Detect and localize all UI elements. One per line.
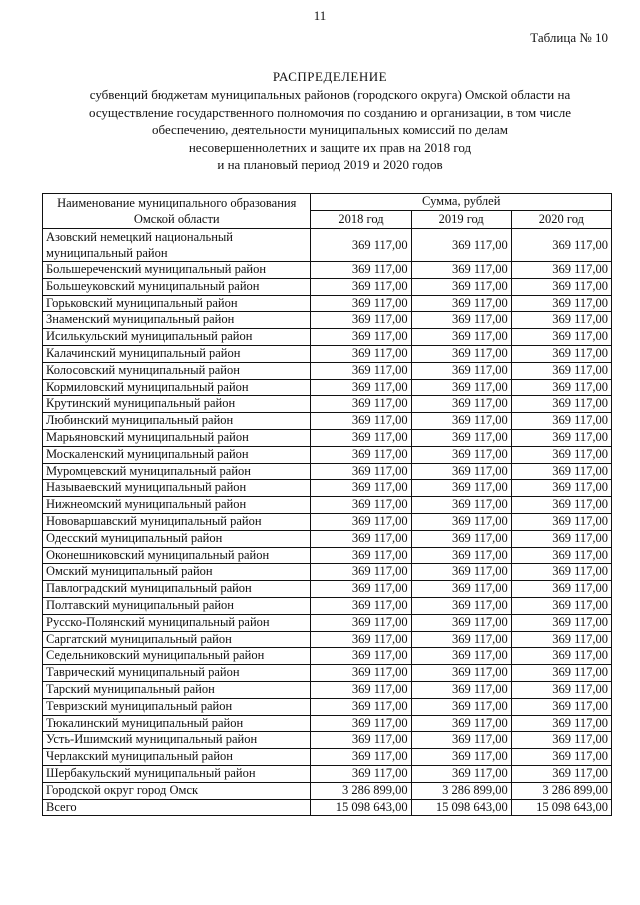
table-row — [43, 362, 612, 379]
amount-2019: 369 117,00 — [411, 278, 511, 295]
header-year-2020: 2020 год — [511, 210, 611, 228]
municipality-name: Большереченский муниципальный район — [43, 262, 311, 279]
municipality-name: Саргатский муниципальный район — [43, 631, 311, 648]
table-row — [43, 513, 612, 530]
amount-2020: 369 117,00 — [511, 229, 611, 262]
amount-2018: 369 117,00 — [311, 362, 411, 379]
amount-2020: 369 117,00 — [511, 362, 611, 379]
table-row — [43, 463, 612, 480]
amount-2020: 369 117,00 — [511, 631, 611, 648]
amount-2019: 369 117,00 — [411, 698, 511, 715]
table-row — [43, 564, 612, 581]
table-row — [43, 379, 612, 396]
amount-2019: 369 117,00 — [411, 648, 511, 665]
table-row — [43, 732, 612, 749]
table-row — [43, 782, 612, 799]
table-row — [43, 749, 612, 766]
municipality-name: Таврический муниципальный район — [43, 665, 311, 682]
amount-2020: 369 117,00 — [511, 698, 611, 715]
amount-2020: 369 117,00 — [511, 648, 611, 665]
table-row — [43, 396, 612, 413]
amount-2018: 369 117,00 — [311, 597, 411, 614]
amount-2020: 369 117,00 — [511, 749, 611, 766]
municipality-name: Одесский муниципальный район — [43, 530, 311, 547]
amount-2018: 369 117,00 — [311, 262, 411, 279]
amount-2019: 369 117,00 — [411, 681, 511, 698]
page-number: 11 — [313, 8, 327, 23]
table-row — [43, 597, 612, 614]
document-title: РАСПРЕДЕЛЕНИЕ — [272, 69, 388, 84]
amount-2020: 369 117,00 — [511, 513, 611, 530]
amount-2019: 369 117,00 — [411, 530, 511, 547]
amount-2018: 369 117,00 — [311, 564, 411, 581]
municipality-name: Полтавский муниципальный район — [43, 597, 311, 614]
amount-2019: 369 117,00 — [411, 581, 511, 598]
amount-2019: 369 117,00 — [411, 732, 511, 749]
amount-2020: 369 117,00 — [511, 463, 611, 480]
amount-2019: 369 117,00 — [411, 614, 511, 631]
municipality-name: Оконешниковский муниципальный район — [43, 547, 311, 564]
amount-2019: 369 117,00 — [411, 715, 511, 732]
municipality-name: Тюкалинский муниципальный район — [43, 715, 311, 732]
municipality-name: Павлоградский муниципальный район — [43, 581, 311, 598]
amount-2018: 369 117,00 — [311, 345, 411, 362]
amount-2019: 369 117,00 — [411, 631, 511, 648]
amount-2018: 369 117,00 — [311, 614, 411, 631]
amount-2019: 369 117,00 — [411, 547, 511, 564]
amount-2020: 369 117,00 — [511, 396, 611, 413]
header-municipality: Наименование муниципального образования Омской области — [43, 194, 311, 229]
amount-2020: 369 117,00 — [511, 497, 611, 514]
amount-2020: 369 117,00 — [511, 564, 611, 581]
table-label: Таблица № 10 — [530, 30, 608, 45]
amount-2018: 369 117,00 — [311, 295, 411, 312]
municipality-name: Азовский немецкий национальный муниципальный район — [43, 229, 311, 262]
table-row — [43, 262, 612, 279]
table-body — [43, 229, 612, 816]
amount-2019: 3 286 899,00 — [411, 782, 511, 799]
table-row — [43, 413, 612, 430]
table-row — [43, 715, 612, 732]
amount-2019: 369 117,00 — [411, 765, 511, 782]
amount-2018: 369 117,00 — [311, 229, 411, 262]
amount-2018: 369 117,00 — [311, 765, 411, 782]
table-row — [43, 765, 612, 782]
municipality-name: Колосовский муниципальный район — [43, 362, 311, 379]
municipality-name: Большеуковский муниципальный район — [43, 278, 311, 295]
amount-2019: 369 117,00 — [411, 295, 511, 312]
amount-2018: 15 098 643,00 — [311, 799, 411, 816]
table-row — [43, 648, 612, 665]
document-heading — [40, 68, 620, 174]
amount-2018: 369 117,00 — [311, 497, 411, 514]
amount-2018: 369 117,00 — [311, 379, 411, 396]
header-year-2018: 2018 год — [311, 210, 411, 228]
amount-2018: 369 117,00 — [311, 463, 411, 480]
table-row — [43, 278, 612, 295]
municipality-name: Русско-Полянский муниципальный район — [43, 614, 311, 631]
amount-2019: 369 117,00 — [411, 463, 511, 480]
amount-2018: 369 117,00 — [311, 413, 411, 430]
amount-2018: 369 117,00 — [311, 581, 411, 598]
municipality-name: Нововаршавский муниципальный район — [43, 513, 311, 530]
amount-2019: 369 117,00 — [411, 379, 511, 396]
amount-2019: 369 117,00 — [411, 229, 511, 262]
amount-2019: 369 117,00 — [411, 396, 511, 413]
amount-2018: 369 117,00 — [311, 698, 411, 715]
table-row — [43, 229, 612, 262]
table-row — [43, 295, 612, 312]
amount-2018: 369 117,00 — [311, 681, 411, 698]
amount-2018: 369 117,00 — [311, 396, 411, 413]
table-row — [43, 799, 612, 816]
amount-2020: 369 117,00 — [511, 329, 611, 346]
municipality-name: Всего — [43, 799, 311, 816]
amount-2020: 15 098 643,00 — [511, 799, 611, 816]
amount-2019: 369 117,00 — [411, 446, 511, 463]
municipality-name: Тарский муниципальный район — [43, 681, 311, 698]
table-row — [43, 345, 612, 362]
amount-2018: 369 117,00 — [311, 547, 411, 564]
amount-2020: 369 117,00 — [511, 312, 611, 329]
municipality-name: Тевризский муниципальный район — [43, 698, 311, 715]
amount-2020: 369 117,00 — [511, 715, 611, 732]
amount-2018: 369 117,00 — [311, 665, 411, 682]
table-row — [43, 581, 612, 598]
table-row — [43, 312, 612, 329]
municipality-name: Москаленский муниципальный район — [43, 446, 311, 463]
table-row — [43, 665, 612, 682]
amount-2020: 369 117,00 — [511, 429, 611, 446]
amount-2019: 369 117,00 — [411, 262, 511, 279]
amount-2019: 15 098 643,00 — [411, 799, 511, 816]
table-row — [43, 530, 612, 547]
amount-2018: 3 286 899,00 — [311, 782, 411, 799]
amount-2019: 369 117,00 — [411, 480, 511, 497]
amount-2018: 369 117,00 — [311, 530, 411, 547]
municipality-name: Нижнеомский муниципальный район — [43, 497, 311, 514]
amount-2018: 369 117,00 — [311, 429, 411, 446]
table-row — [43, 480, 612, 497]
amount-2020: 369 117,00 — [511, 278, 611, 295]
municipality-name: Черлакский муниципальный район — [43, 749, 311, 766]
distribution-table — [42, 193, 612, 816]
amount-2020: 369 117,00 — [511, 446, 611, 463]
amount-2020: 369 117,00 — [511, 597, 611, 614]
table-row — [43, 446, 612, 463]
amount-2020: 369 117,00 — [511, 681, 611, 698]
municipality-name: Омский муниципальный район — [43, 564, 311, 581]
amount-2020: 369 117,00 — [511, 547, 611, 564]
municipality-name: Любинский муниципальный район — [43, 413, 311, 430]
amount-2020: 369 117,00 — [511, 413, 611, 430]
amount-2019: 369 117,00 — [411, 665, 511, 682]
table-row — [43, 631, 612, 648]
municipality-name: Шербакульский муниципальный район — [43, 765, 311, 782]
amount-2020: 369 117,00 — [511, 345, 611, 362]
amount-2020: 369 117,00 — [511, 530, 611, 547]
table-row — [43, 429, 612, 446]
municipality-name: Муромцевский муниципальный район — [43, 463, 311, 480]
amount-2020: 369 117,00 — [511, 295, 611, 312]
table-row — [43, 614, 612, 631]
amount-2019: 369 117,00 — [411, 749, 511, 766]
amount-2019: 369 117,00 — [411, 312, 511, 329]
municipality-name: Горьковский муниципальный район — [43, 295, 311, 312]
amount-2020: 3 286 899,00 — [511, 782, 611, 799]
header-sum: Сумма, рублей — [311, 194, 612, 211]
municipality-name: Крутинский муниципальный район — [43, 396, 311, 413]
municipality-name: Называевский муниципальный район — [43, 480, 311, 497]
municipality-name: Городской округ город Омск — [43, 782, 311, 799]
amount-2020: 369 117,00 — [511, 581, 611, 598]
amount-2018: 369 117,00 — [311, 513, 411, 530]
municipality-name: Марьяновский муниципальный район — [43, 429, 311, 446]
municipality-name: Усть-Ишимский муниципальный район — [43, 732, 311, 749]
document-subtitle: субвенций бюджетам муниципальных районов (городского округа) Омской области на осуществление государственного полномочия по созданию и организации, в том числе обеспечению, деятельности муниципальных комиссий по делам несовершеннолетних и защите их прав на 2018 год и на плановый период 2019 и 2020 годов — [89, 87, 571, 173]
amount-2018: 369 117,00 — [311, 732, 411, 749]
amount-2018: 369 117,00 — [311, 631, 411, 648]
amount-2019: 369 117,00 — [411, 362, 511, 379]
municipality-name: Седельниковский муниципальный район — [43, 648, 311, 665]
table-row — [43, 681, 612, 698]
amount-2019: 369 117,00 — [411, 597, 511, 614]
amount-2019: 369 117,00 — [411, 413, 511, 430]
table-row — [43, 547, 612, 564]
municipality-name: Калачинский муниципальный район — [43, 345, 311, 362]
amount-2019: 369 117,00 — [411, 564, 511, 581]
amount-2019: 369 117,00 — [411, 513, 511, 530]
table-row — [43, 329, 612, 346]
amount-2020: 369 117,00 — [511, 614, 611, 631]
amount-2018: 369 117,00 — [311, 480, 411, 497]
amount-2018: 369 117,00 — [311, 312, 411, 329]
amount-2020: 369 117,00 — [511, 379, 611, 396]
amount-2018: 369 117,00 — [311, 715, 411, 732]
amount-2020: 369 117,00 — [511, 262, 611, 279]
amount-2019: 369 117,00 — [411, 429, 511, 446]
amount-2020: 369 117,00 — [511, 765, 611, 782]
amount-2018: 369 117,00 — [311, 446, 411, 463]
amount-2018: 369 117,00 — [311, 329, 411, 346]
amount-2018: 369 117,00 — [311, 648, 411, 665]
header-year-2019: 2019 год — [411, 210, 511, 228]
table-row — [43, 497, 612, 514]
table-header — [43, 194, 612, 229]
table-row — [43, 698, 612, 715]
amount-2020: 369 117,00 — [511, 480, 611, 497]
amount-2019: 369 117,00 — [411, 345, 511, 362]
amount-2019: 369 117,00 — [411, 329, 511, 346]
amount-2020: 369 117,00 — [511, 665, 611, 682]
amount-2019: 369 117,00 — [411, 497, 511, 514]
amount-2018: 369 117,00 — [311, 278, 411, 295]
municipality-name: Кормиловский муниципальный район — [43, 379, 311, 396]
amount-2018: 369 117,00 — [311, 749, 411, 766]
municipality-name: Знаменский муниципальный район — [43, 312, 311, 329]
amount-2020: 369 117,00 — [511, 732, 611, 749]
municipality-name: Исилькульский муниципальный район — [43, 329, 311, 346]
